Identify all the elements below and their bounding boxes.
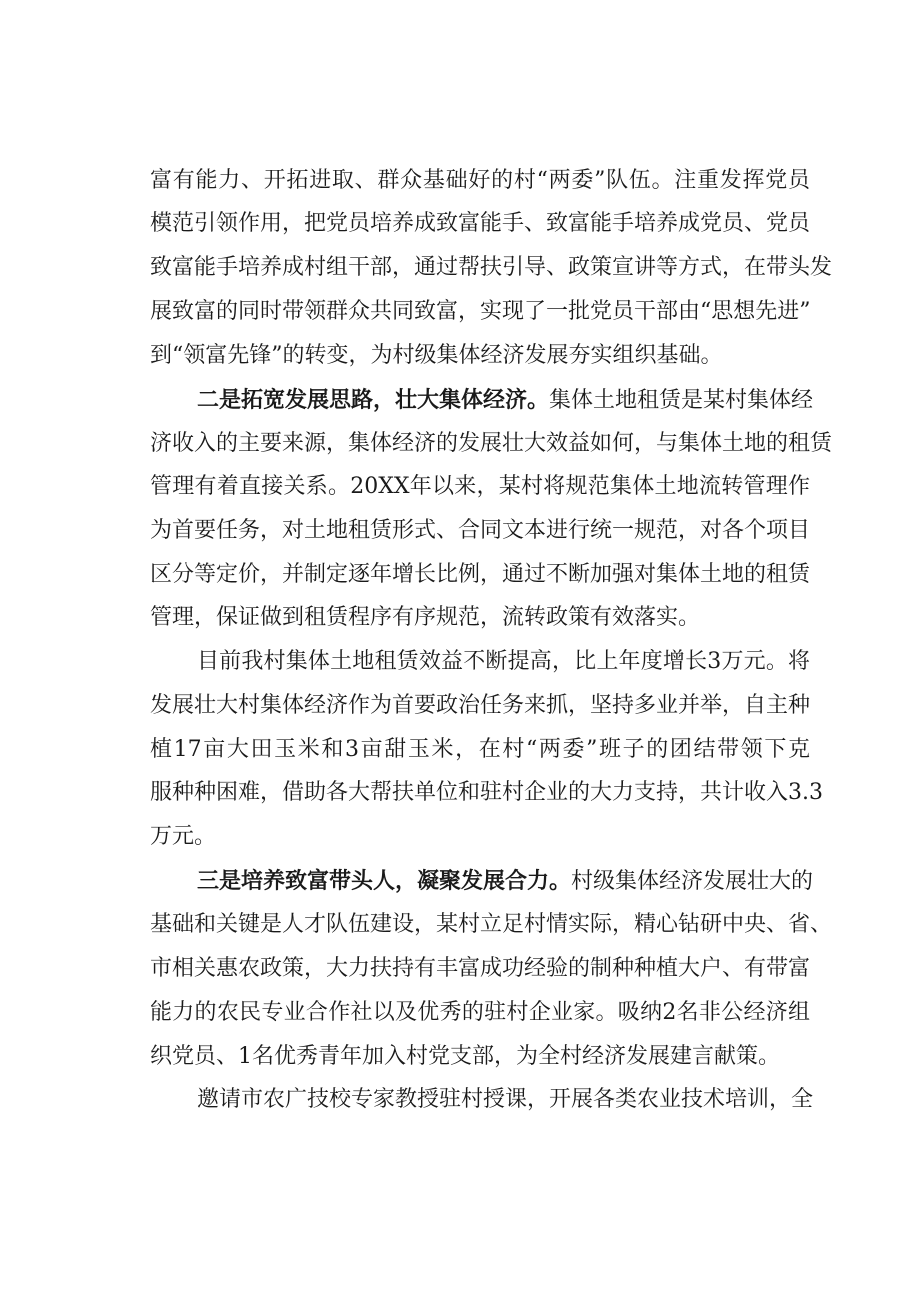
paragraph-heading: 三是培养致富带头人，凝聚发展合力。	[197, 868, 572, 894]
text-line: 富有能力、开拓进取、群众基础好的村“两委”队伍。注重发挥党员	[150, 168, 810, 193]
text-line: 致富能手培养成村组干部，通过帮扶引导、政策宣讲等方式，在带头发	[150, 255, 833, 280]
text-line: 模范引领作用，把党员培养成致富能手、致富能手培养成党员、党员	[150, 211, 811, 236]
text-line: 目前我村集体土地租赁效益不断提高，比上年度增长3万元。将	[197, 649, 810, 674]
text-line: 万元。	[150, 824, 217, 849]
text-line: 区分等定价，并制定逐年增长比例，通过不断加强对集体土地的租赁	[150, 562, 811, 587]
paragraph-first-line	[197, 861, 814, 901]
text-line: 管理有着直接关系。20XX年以来，某村将规范集体土地流转管理作	[150, 474, 810, 499]
text-line: 为首要任务，对土地租赁形式、合同文本进行统一规范，对各个项目	[150, 518, 811, 543]
text-line: 织党员、1名优秀青年加入村党支部，为全村经济发展建言献策。	[150, 1044, 780, 1069]
text-line: 管理，保证做到租赁程序有序规范，流转政策有效落实。	[150, 605, 701, 630]
text-line: 邀请市农广技校专家教授驻村授课，开展各类农业技术培训，全	[197, 1087, 814, 1112]
text-line: 发展壮大村集体经济作为首要政治任务来抓，坚持多业并举，自主种	[150, 693, 811, 718]
text-line: 植17亩大田玉米和3亩甜玉米，在村“两委”班子的团结带领下克	[150, 737, 810, 762]
text-line: 济收入的主要来源，集体经济的发展壮大效益如何，与集体土地的租赁	[150, 431, 833, 456]
text-line: 服种种困难，借助各大帮扶单位和驻村企业的大力支持，共计收入3.3	[150, 780, 823, 805]
text-line: 市相关惠农政策，大力扶持有丰富成功经验的制种种植大户、有带富	[150, 956, 811, 981]
text-line: 能力的农民专业合作社以及优秀的驻村企业家。吸纳2名非公经济组	[150, 1000, 810, 1025]
paragraph-text: 村级集体经济发展壮大的	[571, 869, 814, 894]
paragraph-first-line	[197, 380, 814, 420]
text-line: 基础和关键是人才队伍建设，某村立足村情实际，精心钻研中央、省、	[150, 912, 833, 937]
paragraph-heading: 二是拓宽发展思路，壮大集体经济。	[197, 387, 550, 413]
paragraph-text: 集体土地租赁是某村集体经	[549, 388, 814, 413]
text-line: 展致富的同时带领群众共同致富，实现了一批党员干部由“思想先进”	[150, 299, 811, 324]
text-line: 到“领富先锋”的转变，为村级集体经济发展夯实组织基础。	[150, 343, 723, 368]
